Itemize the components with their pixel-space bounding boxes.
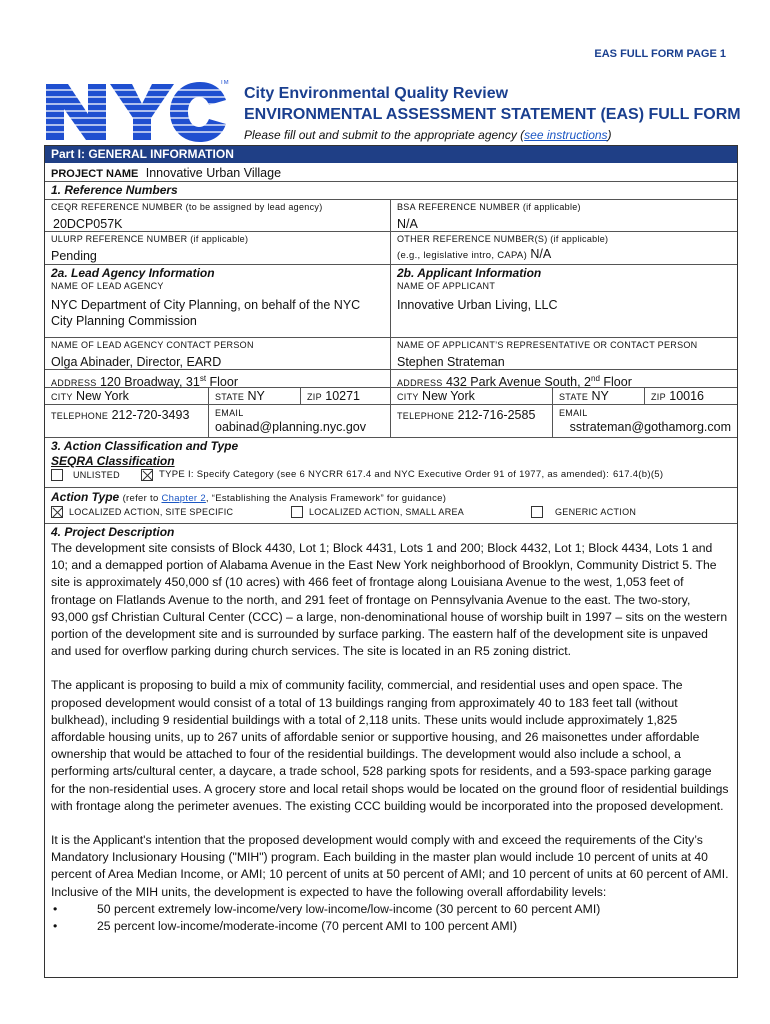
chapter-2-link[interactable]: Chapter 2 (161, 493, 206, 504)
applicant-heading: 2b. Applicant Information (397, 266, 542, 280)
bsa-field[interactable]: N/A (397, 217, 418, 231)
unlisted-label: UNLISTED (73, 470, 120, 480)
phone-email-row (45, 404, 737, 437)
other-ref-label: OTHER REFERENCE NUMBER(S) (if applicable) (397, 234, 609, 244)
lead-address-field[interactable]: 120 Broadway, 31st Floor (99, 374, 238, 390)
project-description-heading: 4. Project Description (51, 525, 175, 539)
applicant-zip-label: ZIP (651, 392, 666, 402)
description-paragraph-2: The applicant is proposing to build a mix of community facility, commercial, and residential uses and open space. The proposed development would consist of a total of 13 buildings ranging from approximately 40 to 183 feet tall (without bulkhead), including 9 residential buildings with a total of 2,118 units. These units would include approximately 1,825 affordable housing units, up to 267 units of affordable senior or supportive housing, and 26 maisonettes under affordable ownership that would be attached to four of the residential buildings. The development would also include a school, a performing arts/cultural center, a daycare, a trade school, 528 parking spots for residents, and a 593-space parking garage for the non-residential uses. A grocery store and local retail shops would be located on the ground floor of residential buildings with frontage along the perimeter avenues. The existing CCC building would be incorporated into the proposed development. (51, 678, 729, 813)
lead-agency-name-label: NAME OF LEAD AGENCY (51, 281, 164, 291)
lead-phone-field[interactable]: 212-720-3493 (111, 408, 190, 422)
project-name-row (45, 163, 737, 181)
project-name-field[interactable]: Innovative Urban Village (145, 166, 282, 180)
reference-numbers-heading-row (45, 181, 737, 199)
form-title: City Environmental Quality Review (244, 85, 509, 102)
localized-site-label: LOCALIZED ACTION, SITE SPECIFIC (69, 507, 234, 517)
action-classification-block (45, 437, 737, 487)
lead-contact-label: NAME OF LEAD AGENCY CONTACT PERSON (51, 340, 254, 350)
applicant-state-label: STATE (559, 392, 589, 402)
other-ref-sublabel: (e.g., legislative intro, CAPA) (397, 250, 528, 261)
applicant-address-field[interactable]: 432 Park Avenue South, 2nd Floor (445, 374, 632, 390)
contact-row (45, 337, 737, 369)
agency-applicant-heading-row (45, 264, 737, 297)
list-item: • 50 percent extremely low-income/very low-income/low-income (30 percent to 60 percent AMI) (53, 901, 601, 916)
localized-small-label: LOCALIZED ACTION, SMALL AREA (309, 507, 465, 517)
lead-state-label: STATE (215, 392, 245, 402)
lead-zip-field[interactable]: 10271 (325, 389, 361, 403)
bsa-label: BSA REFERENCE NUMBER (if applicable) (397, 202, 581, 212)
project-description-block (45, 523, 737, 977)
title-block (244, 84, 744, 142)
applicant-state-field[interactable]: NY (591, 389, 609, 403)
address-row (45, 369, 737, 390)
generic-checkbox[interactable] (531, 506, 543, 518)
unlisted-checkbox[interactable] (51, 469, 63, 481)
lead-address-label: ADDRESS (51, 378, 97, 389)
lead-email-field[interactable]: oabinad@planning.nyc.gov (215, 420, 366, 434)
lead-agency-heading: 2a. Lead Agency Information (51, 266, 215, 280)
description-paragraph-3: It is the Applicant's intention that the proposed development would comply with and exceed the requirements of the City’s Mandatory Inclusionary Housing ("MIH") program. Each building in the master plan would include 10 percent of units at 40 percent of Area Median Income, or AMI; 10 percent of units at 50 percent of AMI; and 10 percent of units at 60 percent of AMI. Inclusive of the MIH units, the development is expected to have the following overall affordability levels: (51, 833, 729, 899)
instructions-link[interactable]: see instructions (524, 128, 608, 142)
page-label: EAS FULL FORM PAGE 1 (594, 48, 726, 60)
lead-phone-label: TELEPHONE (51, 411, 109, 421)
action-type-heading: Action Type (51, 490, 120, 504)
description-paragraph-1: The development site consists of Block 4430, Lot 1; Block 4431, Lots 1 and 200; Block 4432, Lot 1; Block 4434, Lots 1 and 10; and a demapped portion of Alabama Avenue in the East New York neighborhood of Brooklyn, Community District 5. The site is approximately 450,000 sf (10 acres) with 466 feet of frontage along Louisiana Avenue to the west, 1,053 feet of frontage on Flatlands Avenue to the north, and 291 feet of frontage on Pennsylvania Avenue to the east. The two-story, 93,000 gsf Christian Cultural Center (CCC) – a large, non-denominational house of worship built in 1997 – sits on the western portion of the development site and is surrounded by surface parking. The eastern half of the development site is unpaved and used for overflow parking during church services. The site is located in an R5 zoning district. (51, 541, 728, 659)
applicant-zip-field[interactable]: 10016 (669, 389, 705, 403)
lead-city-label: CITY (51, 392, 73, 402)
applicant-contact-field[interactable]: Stephen Strateman (397, 355, 505, 369)
list-item: • 25 percent low-income/moderate-income (70 percent AMI to 100 percent AMI) (53, 919, 517, 934)
applicant-name-field[interactable]: Innovative Urban Living, LLC (397, 298, 558, 312)
logo-tm: TM (220, 80, 229, 86)
ulurp-field[interactable]: Pending (51, 249, 97, 263)
applicant-address-label: ADDRESS (397, 378, 443, 389)
seqra-heading: SEQRA Classification (51, 454, 175, 468)
type1-checkbox[interactable] (141, 469, 153, 481)
eas-form (44, 145, 738, 978)
affordability-list (51, 901, 729, 935)
applicant-city-label: CITY (397, 392, 419, 402)
lead-email-label: EMAIL (215, 408, 244, 418)
ceqr-field[interactable]: 20DCP057K (53, 217, 123, 231)
ceqr-bsa-row (45, 199, 737, 231)
project-description-field[interactable] (45, 540, 737, 936)
project-name-label: PROJECT NAME (51, 168, 139, 180)
lead-city-field[interactable]: New York (76, 389, 129, 403)
localized-small-checkbox[interactable] (291, 506, 303, 518)
applicant-email-label: EMAIL (559, 408, 588, 418)
action-type-block: Action Type (refer to Chapter 2, “Establishing the Analysis Framework” for guidance) LOCALIZED ACTION, SITE SPECIFIC LOCALIZED ACTION, SMALL AREA GENERIC ACTION (45, 487, 737, 523)
ceqr-label: CEQR REFERENCE NUMBER (to be assigned by lead agency) (51, 202, 323, 212)
reference-numbers-heading: 1. Reference Numbers (51, 183, 178, 197)
action-classification-heading: 3. Action Classification and Type (51, 439, 239, 453)
applicant-city-field[interactable]: New York (422, 389, 475, 403)
lead-state-field[interactable]: NY (247, 389, 265, 403)
type1-category-field[interactable]: 617.4(b)(5) (613, 469, 664, 480)
lead-zip-label: ZIP (307, 392, 322, 402)
other-ref-field[interactable]: N/A (530, 247, 552, 261)
type1-label: TYPE I: Specify Category (see 6 NYCRR 617.4 and NYC Executive Order 91 of 1977, as amended): (159, 469, 610, 480)
localized-site-checkbox[interactable] (51, 506, 63, 518)
nyc-logo (44, 80, 230, 144)
applicant-name-label: NAME OF APPLICANT (397, 281, 496, 291)
applicant-email-field[interactable]: sstrateman@gothamorg.com (569, 420, 731, 434)
ulurp-label: ULURP REFERENCE NUMBER (if applicable) (51, 234, 249, 244)
city-state-zip-row (45, 387, 737, 404)
applicant-contact-label: NAME OF APPLICANT’S REPRESENTATIVE OR CONTACT PERSON (397, 340, 698, 350)
lead-contact-field[interactable]: Olga Abinader, Director, EARD (51, 355, 222, 369)
lead-agency-name-field[interactable]: NYC Department of City Planning, on behalf of the NYC City Planning Commission (51, 298, 361, 328)
ulurp-other-row (45, 231, 737, 264)
generic-label: GENERIC ACTION (555, 507, 637, 517)
applicant-phone-field[interactable]: 212-716-2585 (457, 408, 536, 422)
instructions-line: Please fill out and submit to the appropriate agency (see instructions) (244, 128, 612, 142)
part-heading: Part I: GENERAL INFORMATION (45, 146, 737, 163)
agency-applicant-name-row (45, 297, 737, 337)
applicant-phone-label: TELEPHONE (397, 411, 455, 421)
form-subtitle-heading: ENVIRONMENTAL ASSESSMENT STATEMENT (EAS) FULL FORM (244, 106, 741, 123)
